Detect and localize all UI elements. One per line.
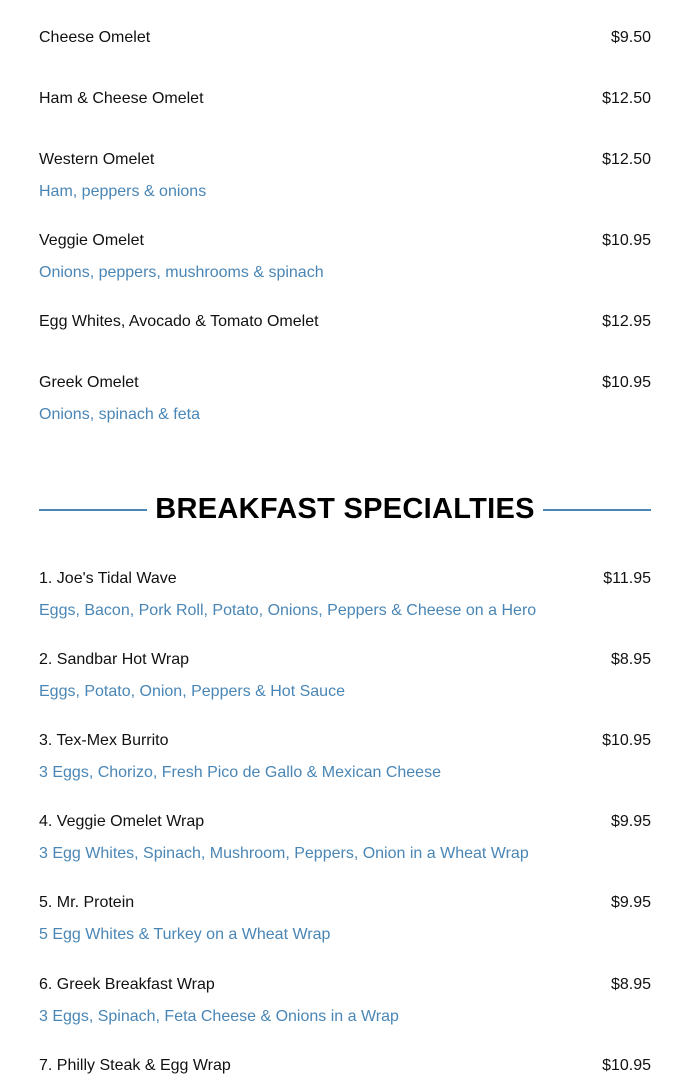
heading-rule-right — [543, 509, 651, 511]
menu-item — [39, 975, 651, 1027]
item-row — [39, 28, 651, 48]
menu-item — [39, 569, 651, 621]
item-row — [39, 373, 651, 393]
item-price: $8.95 — [610, 651, 651, 668]
item-name: Veggie Omelet — [39, 232, 144, 249]
item-description: Onions, spinach & feta — [39, 406, 200, 423]
item-price: $10.95 — [602, 1057, 651, 1074]
menu-item — [39, 312, 651, 332]
item-row — [39, 731, 651, 751]
item-name: 6. Greek Breakfast Wrap — [39, 976, 215, 993]
menu-item — [39, 373, 651, 425]
item-price: $9.95 — [610, 894, 651, 911]
item-price: $12.50 — [602, 90, 651, 107]
item-price: $9.95 — [610, 813, 651, 830]
item-row — [39, 893, 651, 913]
item-description: 5 Egg Whites & Turkey on a Wheat Wrap — [39, 926, 331, 943]
item-price: $12.50 — [602, 151, 651, 168]
item-row — [39, 812, 651, 832]
menu-item — [39, 731, 651, 783]
item-name: Ham & Cheese Omelet — [39, 90, 204, 107]
item-price: $11.95 — [603, 570, 651, 587]
section-heading — [39, 493, 651, 526]
item-row — [39, 312, 651, 332]
item-description: 3 Eggs, Spinach, Feta Cheese & Onions in a Wrap — [39, 1008, 399, 1025]
menu-item — [39, 89, 651, 109]
section-title: BREAKFAST SPECIALTIES — [155, 493, 535, 525]
item-price: $10.95 — [602, 732, 651, 749]
item-name: 1. Joe's Tidal Wave — [39, 570, 177, 587]
item-row — [39, 89, 651, 109]
item-row — [39, 650, 651, 670]
menu-item — [39, 893, 651, 945]
item-name: 4. Veggie Omelet Wrap — [39, 813, 205, 830]
menu-item — [39, 812, 651, 864]
item-row — [39, 569, 651, 589]
item-price: $10.95 — [602, 232, 651, 249]
item-price: $8.95 — [610, 976, 651, 993]
menu-item — [39, 1056, 651, 1076]
item-description: Eggs, Potato, Onion, Peppers & Hot Sauce — [39, 683, 345, 700]
item-name: Cheese Omelet — [39, 29, 151, 46]
item-row — [39, 975, 651, 995]
menu-item — [39, 650, 651, 702]
item-description: 3 Egg Whites, Spinach, Mushroom, Peppers, Onion in a Wheat Wrap — [39, 845, 529, 862]
item-price: $9.50 — [610, 29, 651, 46]
item-name: Egg Whites, Avocado & Tomato Omelet — [39, 313, 319, 330]
item-description: 3 Eggs, Chorizo, Fresh Pico de Gallo & Mexican Cheese — [39, 764, 441, 781]
item-description: Eggs, Bacon, Pork Roll, Potato, Onions, Peppers & Cheese on a Hero — [39, 602, 537, 619]
item-name: Western Omelet — [39, 151, 155, 168]
item-price: $12.95 — [602, 313, 651, 330]
item-name: 3. Tex-Mex Burrito — [39, 732, 169, 749]
item-description: Onions, peppers, mushrooms & spinach — [39, 264, 324, 281]
menu-item — [39, 231, 651, 283]
item-row — [39, 231, 651, 251]
item-price: $10.95 — [602, 374, 651, 391]
item-name: 5. Mr. Protein — [39, 894, 135, 911]
menu-item — [39, 28, 651, 48]
item-row — [39, 1056, 651, 1076]
item-name: 7. Philly Steak & Egg Wrap — [39, 1057, 231, 1074]
item-row — [39, 150, 651, 170]
heading-rule-left — [39, 509, 147, 511]
item-name: Greek Omelet — [39, 374, 139, 391]
item-name: 2. Sandbar Hot Wrap — [39, 651, 190, 668]
item-description: Ham, peppers & onions — [39, 183, 207, 200]
menu-item — [39, 150, 651, 202]
